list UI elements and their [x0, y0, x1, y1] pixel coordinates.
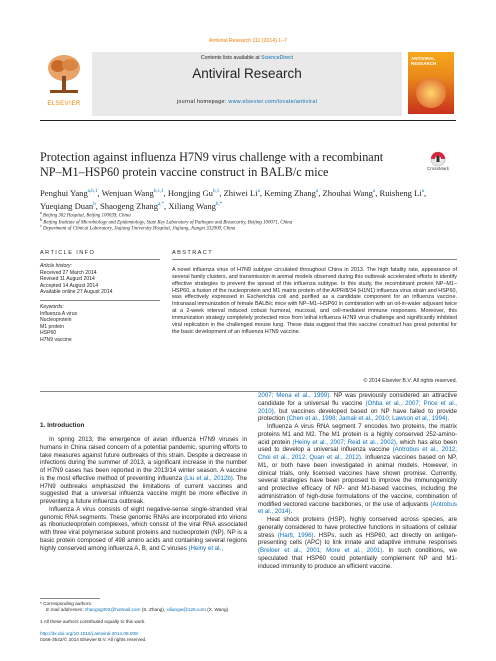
affiliation-marker: a: [40, 210, 42, 215]
article-history: [40, 263, 160, 296]
author-affiliation-marker[interactable]: a: [421, 189, 425, 194]
citation-link[interactable]: 2007; Mena et al., 1999): [258, 392, 330, 399]
author-affiliation-marker[interactable]: a,*: [158, 201, 165, 207]
doi-link[interactable]: http://dx.doi.org/10.1016/j.antiviral.2014.08.008: [40, 631, 138, 636]
journal-header-box: [92, 52, 402, 116]
contents-line: [92, 55, 402, 61]
history-accepted: Accepted 14 August 2014: [40, 282, 99, 289]
author-name[interactable]: Keming Zhang: [264, 187, 316, 198]
header-rule: [40, 120, 456, 121]
footnote-rule: [40, 598, 100, 599]
keyword: Influenza A virus: [40, 310, 78, 317]
author-affiliation-marker[interactable]: b,c,1: [153, 189, 164, 194]
cover-graphic: [416, 78, 446, 108]
author-name[interactable]: Zhiwei Li: [223, 187, 258, 198]
author-name[interactable]: Shaogeng Zhang: [100, 200, 159, 211]
body-column-right: [258, 392, 457, 570]
elsevier-tree-logo: [42, 52, 86, 96]
author-affiliation-marker[interactable]: a,b,1: [87, 189, 98, 194]
author-affiliation-marker[interactable]: a: [372, 189, 376, 194]
abstract-heading: ABSTRACT: [172, 250, 214, 256]
abstract-copyright: © 2014 Elsevier B.V. All rights reserved.: [363, 378, 457, 384]
intro-paragraph-4: Heat shock proteins (HSP), highly conserved across species, are generally considered to have protective functions in situations of cellular stress (Hartl, 1996). HSPs, such as HSP60, act directly on antigen-presenting cells (APC) to link innate and adaptive immune responses (Breloer et al., 2001; More et al., 2001). In such conditions, we speculated that HSP60 could potentially complement NP and M1-induced immunity to produce an efficient vaccine.: [258, 516, 457, 570]
author-name[interactable]: Xiliang Wang: [168, 200, 216, 211]
author-name[interactable]: Ruisheng Li: [379, 187, 422, 198]
affiliation-text: Department of Clinical Laboratory, Jiujiang University Hospital, Jiujiang, Jiangxi 332000, China: [43, 226, 236, 232]
cover-title: ANTIVIRAL RESEARCH: [411, 56, 437, 66]
keywords-label: Keywords:: [40, 304, 64, 310]
citation-link[interactable]: (Breloer et al., 2001; More et al., 2001): [258, 547, 383, 554]
citation-link[interactable]: (Heiny et al.,: [188, 544, 223, 552]
homepage-prefix: journal homepage:: [176, 99, 229, 105]
journal-homepage-link[interactable]: www.elsevier.com/locate/antiviral: [228, 99, 318, 105]
citation-link[interactable]: (Heiny et al., 2007; Reid et al., 2002): [292, 438, 396, 446]
article-title: Protection against influenza H7N9 virus challenge with a recombinant NP–M1–HSP60 protein vaccine construct in BALB/c mice: [40, 150, 384, 179]
keywords-block: [40, 304, 160, 344]
intro-paragraph-2: Influenza A virus consists of eight negative-sense single-stranded viral genomic RNA segments. These genomic RNAs are incorporated into virions as ribonucleoprotein complexes, which consist of the viral RNA associated with three viral polymerase subunit proteins and nucleoprotein (NP). NP is a basic protein composed of 498 amino acids and containing several regions highly conserved among influenza A, B, and C viruses (Heiny et al.,: [40, 505, 247, 552]
citation-link[interactable]: (Hartl, 1996): [277, 531, 314, 539]
intro-paragraph-1: In spring 2013, the emergence of avian influenza H7N9 viruses in humans in China raised concern of a potential pandemic, spurring efforts to take measures against future outbreaks of this strain. Despite a decrease in infections during the summer of 2013, a significant increase in the number of H7N9 cases has been reported in the 2013/14 winter season. A vaccine is the most effective method of preventing influenza (Liu et al., 2012b). The H7N9 outbreaks emphasized the limitations of current vaccines and suggested that a universal influenza vaccine might be more effective in preventing a future influenza outbreak.: [40, 436, 247, 505]
citation-link[interactable]: (Chen et al., 1998; Jamali et al., 2010; Lawson et al., 1994): [286, 415, 448, 423]
history-revised: Revised 11 August 2014: [40, 276, 95, 283]
keyword: HSP60: [40, 330, 57, 337]
issn-line: 0166-3542/© 2014 Elsevier B.V. All rights reserved.: [40, 637, 147, 642]
sciencedirect-link[interactable]: ScienceDirect: [261, 55, 294, 61]
abstract-text: A novel influenza virus of H7N9 subtype circulated throughout China in 2013. The high fatality rate, appearance of several family clusters, and transmission in animal models observed during this outbreak accelerated efforts to identify effective strategies to prevent the spread of this influenza subtype. In this study, the recombinant protein NP–M1–HSP60, a fusion of the nucleoprotein and M1 matrix protein of the A/PR/8/34 (H1N1) influenza virus strain and HSP60, was effectively expressed in Escherichia coli and purified as a candidate component for an influenza vaccine. Intranasal immunization of female BALB/c mice with NP–M1–HSP60 in combination with an oil-in-water adjuvant twice at a 2-week interval induced cobust humoral, mucosal, and cell-mediated immune responses. Moreover, this immunization strategy completely protected mice from lethal influenza H7N9 virus challenge and significantly inhibited viral replication in the challenged mouse lung. These data suggest that this vaccine construct has great potential for the basic development of an influenza H7N9 vaccine.: [172, 267, 457, 335]
keyword: H7N9 vaccine: [40, 336, 72, 343]
crossmark-label: CrossMark: [426, 166, 450, 171]
affiliation-text: Beijing 302 Hospital, Beijing 100039, China: [43, 213, 131, 219]
publisher-name: ELSEVIER: [47, 101, 81, 107]
affiliation-marker: c: [40, 223, 42, 228]
citation-link[interactable]: (Antrobus et al., 2014): [258, 500, 457, 516]
email-link[interactable]: xiliangw@126.com: [166, 607, 206, 612]
intro-paragraph-2-continued: 2007; Mena et al., 1999). NP was previously considered an attractive candidate for a universal flu vaccine (Ohba et al., 2007; Price et al., 2010), but vaccines developed based on NP have failed to provide protection (Chen et al., 1998; Jamali et al., 2010; Lawson et al., 1994).: [258, 392, 457, 423]
citation-link[interactable]: (Ohba et al., 2007; Price et al., 2010): [258, 399, 457, 415]
footnote-equal-contribution: 1 All these authors contributed equally to this work.: [40, 619, 146, 624]
journal-cover-thumbnail: [408, 52, 454, 114]
journal-homepage-line: [92, 99, 402, 105]
history-online: Available online 27 August 2014: [40, 289, 113, 296]
author-name[interactable]: Zhouhai Wang: [322, 187, 373, 198]
journal-title: Antiviral Research: [192, 66, 302, 81]
citation-link[interactable]: (Liu et al., 2012b): [184, 474, 233, 482]
abstract-rule: [172, 259, 457, 260]
author-name[interactable]: Wenjuan Wang: [101, 187, 154, 198]
author-affiliation-marker[interactable]: a: [315, 189, 319, 194]
keywords-rule: [40, 300, 160, 301]
body-column-left: [40, 436, 247, 552]
article-info-heading: ARTICLE INFO: [40, 250, 96, 256]
author-name[interactable]: Hongjing Gu: [167, 187, 213, 198]
intro-paragraph-3: Influenza A virus RNA segment 7 encodes two proteins, the matrix proteins M1 and M2. The M1 protein is a highly conserved 252-amino-acid protein (Heiny et al., 2007; Reid et al., 2002), which has also been used to develop a universal influenza vaccine (Antrobus et al., 2012; Choi et al., 2012; Quan et al., 2012). Influenza vaccines based on NP, M1, or both have been investigated in animal models. However, in clinical trials, only licensed vaccines have shown promise. Currently, several strategies have been proposed to improve the immunogenicity and protective efficacy of NP- and M1-based vaccines, including the administration of high-dose formulations of the vaccine, combination of modified vectored vaccine backbones, or the use of adjuvants (Antrobus et al., 2014).: [258, 423, 458, 516]
history-received: Received 27 March 2014: [40, 269, 97, 276]
history-label: Article history:: [40, 263, 72, 269]
introduction-heading: 1. Introduction: [40, 422, 85, 429]
affiliation-marker: b: [40, 216, 42, 222]
affiliation-text: Beijing Institute of Microbiology and Epidemiology, State Key Laboratory of Pathogen and Biosecurity, Beijing 100071, China: [43, 220, 293, 226]
citation-link[interactable]: (Antrobus et al., 2012; Choi et al., 2012; Quan et al., 2012): [258, 446, 458, 461]
author-affiliation-marker[interactable]: b,1: [212, 189, 220, 194]
author-affiliation-marker[interactable]: b,*: [215, 201, 223, 207]
author-affiliation-marker[interactable]: a: [257, 189, 260, 194]
footnote-emails: E-mail addresses: zhangsg302@hotmail.com (S. Zhang), xiliangw@126.com (X. Wang).: [46, 607, 230, 612]
affiliation-c: [40, 223, 460, 233]
author-affiliation-marker[interactable]: b: [93, 201, 96, 207]
author-name[interactable]: Yueqiang Duan: [40, 200, 94, 211]
keyword: Nucleoprotein: [40, 317, 72, 324]
journal-reference[interactable]: Antiviral Research 111 (2014) 1–7: [209, 38, 287, 44]
footnote-corresponding: * Corresponding authors.: [40, 601, 93, 606]
article-info-rule: [40, 259, 160, 260]
email-link[interactable]: zhangsg302@hotmail.com: [84, 607, 141, 612]
author-name[interactable]: Penghui Yang: [40, 187, 88, 198]
contents-prefix: Contents lists available at: [200, 55, 262, 61]
author-list: Penghui Yang$^{a,b,1}$, Wenjuan Wang$^{b,c,1}$, Hongjing Gu$^{b,1}$, Zhiwei Li$^a$, Keming Zhang$^a$, Zhouhai Wang$^a$, Ruisheng Li$^a$, Yueqiang Duan$^b$, Shaogeng Zhang$^{a,*}$, Xiliang Wang$^{b,*}$: [40, 187, 427, 211]
keyword: M1 protein: [40, 323, 65, 330]
